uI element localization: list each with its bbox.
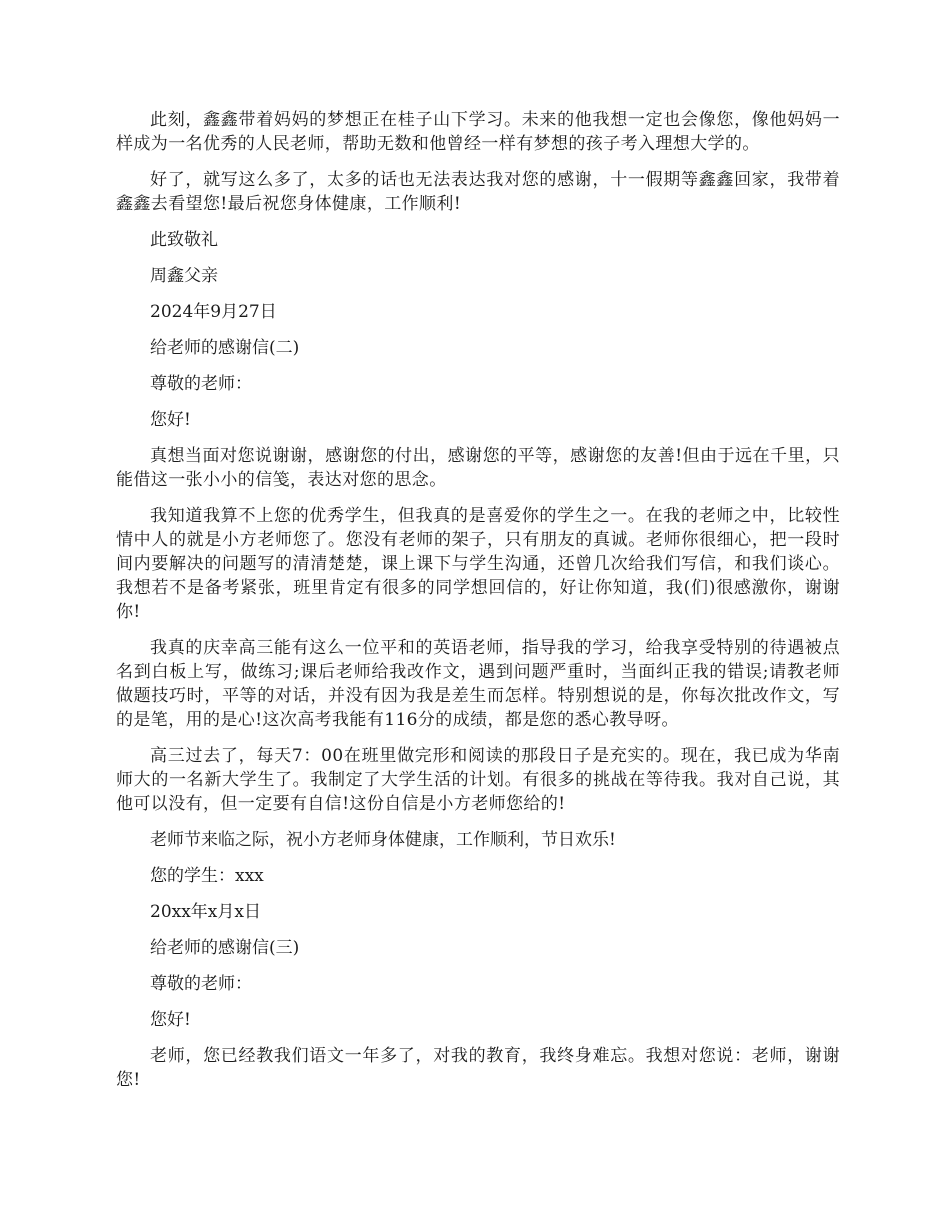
hello-line: 您好! [150, 410, 191, 430]
greeting-line: 尊敬的老师： [150, 374, 252, 394]
section-title-2: 给老师的感谢信(二) [150, 338, 300, 358]
greeting-line-2: 尊敬的老师： [150, 974, 252, 994]
paragraph-teacher-praise: 我知道我算不上您的优秀学生，但我真的是喜爱你的学生之一。在我的老师之中，比较性情中人的就是小方老师您了。您没有老师的架子，只有朋友的真诚。老师你很细心，把一段时间内要解决的问题写的清清楚楚，课上课下与学生沟通，还曾几次给我们写信，和我们谈心。我想若不是备考紧张，班里肯定有很多的同学想回信的，好让你知道，我(们)很感激你，谢谢你! [116, 506, 840, 622]
document-page [116, 108, 840, 1104]
paragraph-chinese-teacher: 老师，您已经教我们语文一年多了，对我的教育，我终身难忘。我想对您说：老师，谢谢您! [116, 1046, 840, 1090]
date-line: 2024年9月27日 [150, 302, 277, 322]
paragraph-english-teacher: 我真的庆幸高三能有这么一位平和的英语老师，指导我的学习，给我享受特别的待遇被点名到白板上写，做练习;课后老师给我改作文，遇到问题严重时，当面纠正我的错误;请教老师做题技巧时，平等的对话，并没有因为我是差生而怎样。特别想说的是，你每次批改作文，写的是笔，用的是心!这次高考我能有116分的成绩，都是您的悉心教导呀。 [116, 638, 840, 730]
paragraph-thanks-intro: 真想当面对您说谢谢，感谢您的付出，感谢您的平等，感谢您的友善!但由于远在千里，只能借这一张小小的信笺，表达对您的思念。 [116, 446, 840, 490]
section-title-3: 给老师的感谢信(三) [150, 938, 300, 958]
hello-line-2: 您好! [150, 1010, 191, 1030]
paragraph-closing-thanks: 好了，就写这么多了，太多的话也无法表达我对您的感谢，十一假期等鑫鑫回家，我带着鑫鑫去看望您!最后祝您身体健康，工作顺利! [116, 170, 840, 214]
salutation-line: 此致敬礼 [150, 230, 218, 250]
paragraph-closing-hope: 此刻，鑫鑫带着妈妈的梦想正在桂子山下学习。未来的他我想一定也会像您，像他妈妈一样成为一名优秀的人民老师，帮助无数和他曾经一样有梦想的孩子考入理想大学的。 [116, 110, 840, 154]
student-signature-line: 您的学生：xxx [150, 866, 264, 886]
date-line-2: 20xx年x月x日 [150, 902, 261, 922]
wishes-line: 老师节来临之际，祝小方老师身体健康，工作顺利，节日欢乐! [150, 830, 616, 850]
signature-line: 周鑫父亲 [150, 266, 218, 286]
paragraph-senior-year: 高三过去了，每天7：00在班里做完形和阅读的那段日子是充实的。现在，我已成为华南师大的一名新大学生了。我制定了大学生活的计划。有很多的挑战在等待我。我对自己说，其他可以没有，但一定要有自信!这份自信是小方老师您给的! [116, 746, 840, 814]
